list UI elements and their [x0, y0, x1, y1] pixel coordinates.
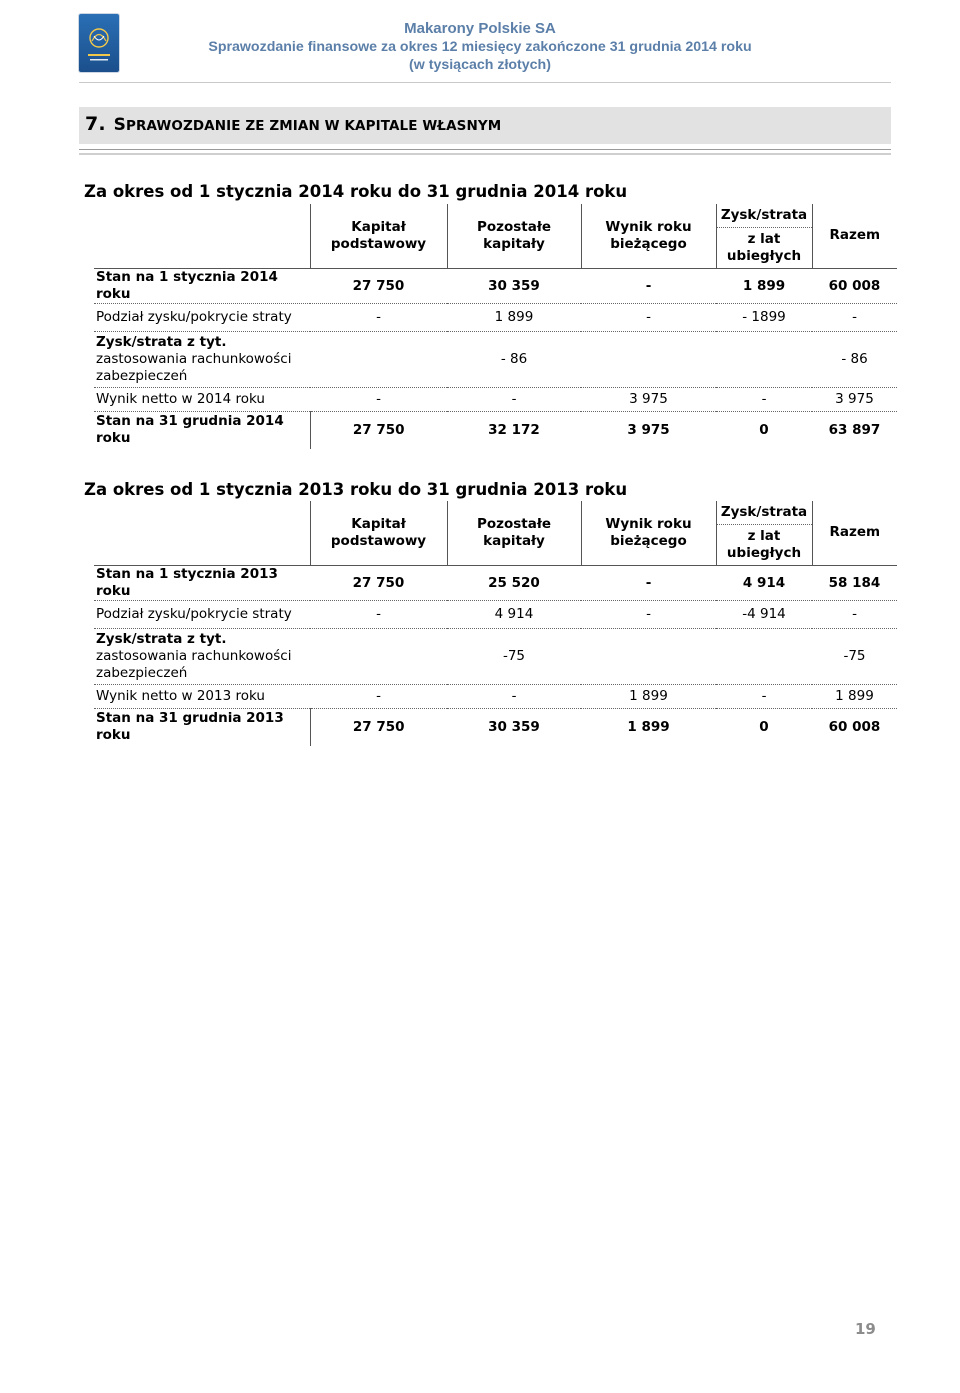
section-title-initial: S — [113, 115, 126, 135]
company-logo — [79, 14, 119, 72]
header-blank — [94, 501, 310, 565]
col-pozostale-kapitaly: Pozostałe kapitały — [447, 501, 581, 565]
section-rule-thick — [79, 153, 891, 155]
col-razem: Razem — [812, 204, 897, 268]
section-number: 7. — [85, 113, 106, 135]
header-blank — [94, 204, 310, 268]
table-row: Stan na 1 stycznia 2013 roku 27 750 25 520 - 4 914 58 184 — [94, 565, 897, 600]
col-kapital-podstawowy: Kapitał podstawowy — [310, 204, 447, 268]
table-row: Zysk/strata z tyt. zastosowania rachunkowości zabezpieczeń -75 -75 — [94, 628, 897, 684]
section-title-rest: PRAWOZDANIE ZE ZMIAN W KAPITALE WŁASNYM — [125, 118, 502, 134]
table-row: Podział zysku/pokrycie straty - 1 899 - - 1899 - — [94, 303, 897, 331]
equity-table-2014 — [94, 204, 897, 449]
col-pozostale-kapitaly: Pozostałe kapitały — [447, 204, 581, 268]
table-row: Wynik netto w 2014 roku - - 3 975 - 3 975 — [94, 387, 897, 411]
table-header-row — [94, 501, 897, 565]
period-2013-title: Za okres od 1 stycznia 2013 roku do 31 grudnia 2013 roku — [84, 480, 628, 499]
col-razem: Razem — [812, 501, 897, 565]
report-units: (w tysiącach złotych) — [409, 57, 551, 73]
col-zysk-strata: Zysk/strata z lat ubiegłych — [716, 501, 812, 565]
page-number: 19 — [855, 1320, 876, 1338]
table-row: Wynik netto w 2013 roku - - 1 899 - 1 899 — [94, 684, 897, 708]
table-row: Stan na 1 stycznia 2014 roku 27 750 30 359 - 1 899 60 008 — [94, 268, 897, 303]
section-rule — [79, 149, 891, 150]
col-kapital-podstawowy: Kapitał podstawowy — [310, 501, 447, 565]
table-row: Stan na 31 grudnia 2013 roku 27 750 30 359 1 899 0 60 008 — [94, 708, 897, 746]
company-name: Makarony Polskie SA — [404, 20, 556, 37]
report-title: Sprawozdanie finansowe za okres 12 miesięcy zakończone 31 grudnia 2014 roku — [208, 39, 752, 55]
header-divider — [79, 82, 891, 83]
col-wynik-roku: Wynik roku bieżącego — [581, 204, 716, 268]
period-2014-title: Za okres od 1 stycznia 2014 roku do 31 grudnia 2014 roku — [84, 182, 628, 201]
section-heading — [85, 113, 501, 135]
table-row: Zysk/strata z tyt. zastosowania rachunkowości zabezpieczeń - 86 - 86 — [94, 331, 897, 387]
col-zysk-strata: Zysk/strata z lat ubiegłych — [716, 204, 812, 268]
table-header-row — [94, 204, 897, 268]
col-wynik-roku: Wynik roku bieżącego — [581, 501, 716, 565]
equity-table-2013 — [94, 501, 897, 746]
table-row: Podział zysku/pokrycie straty - 4 914 - -4 914 - — [94, 600, 897, 628]
table-row: Stan na 31 grudnia 2014 roku 27 750 32 172 3 975 0 63 897 — [94, 411, 897, 449]
